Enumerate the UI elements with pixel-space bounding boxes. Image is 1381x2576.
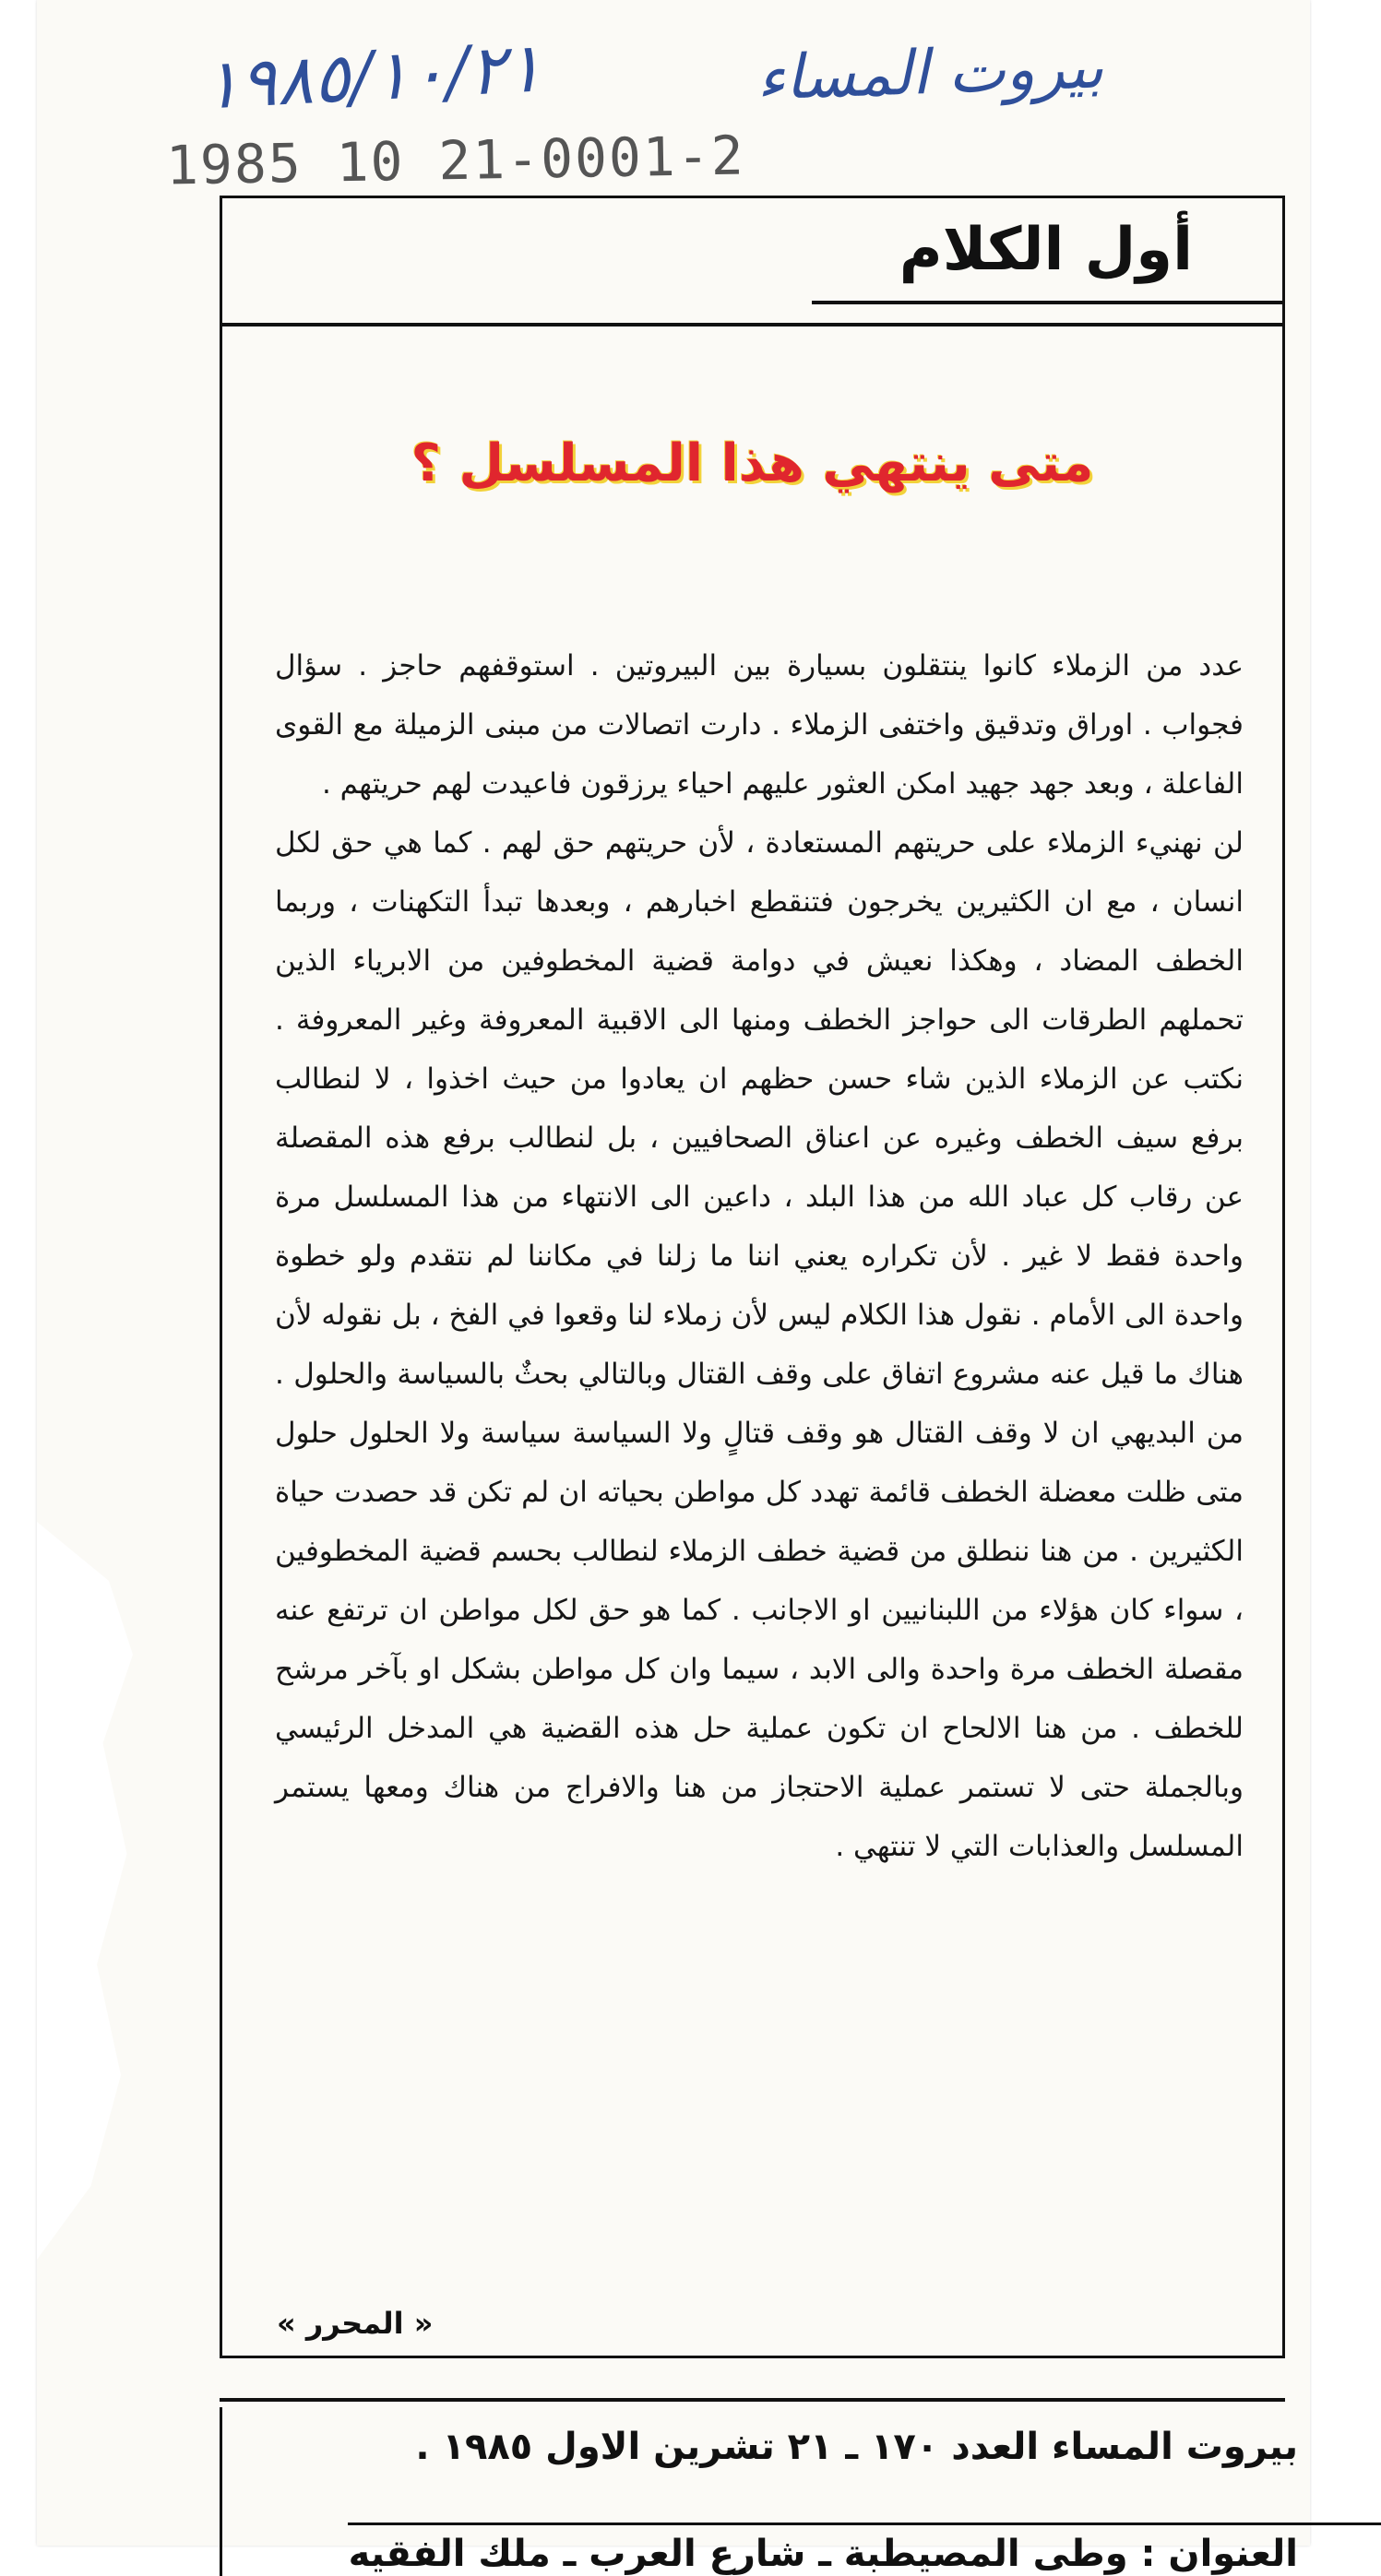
archive-code: 1985 10 21-0001-2 bbox=[165, 124, 746, 197]
article-paragraph: عدد من الزملاء كانوا ينتقلون بسيارة بين البيروتين . استوقفهم حاجز . سؤال فجواب . اوراق وتدقيق واختفى الزملاء . دارت اتصالات من مبنى الزميلة مع القوى الفاعلة ، وبعد جهد جهيد امكن العثور عليهم احياء يرزقون فاعيدت لهم حريتهم . bbox=[275, 649, 1244, 801]
handwritten-source: بيروت المساء bbox=[755, 30, 1105, 114]
header-divider bbox=[220, 323, 1285, 326]
torn-edge bbox=[37, 1522, 157, 2260]
article-body bbox=[275, 636, 1244, 1876]
article-title: متى ينتهي هذا المسلسل ؟ bbox=[411, 433, 1094, 493]
address-line: العنوان : وطى المصيطبة ـ شارع العرب ـ ملك الفقيه bbox=[348, 2523, 1381, 2576]
column-header-title: أول الكلام bbox=[899, 215, 1193, 284]
footer-divider bbox=[220, 2398, 1285, 2402]
column-header bbox=[812, 198, 1285, 304]
article-paragraph: لن نهنيء الزملاء على حريتهم المستعادة ، لأن حريتهم حق لهم . كما هي حق لكل انسان ، مع ان الكثيرين يخرجون فتنقطع اخبارهم ، وبعدها تبدأ التكهنات ، وربما الخطف المضاد ، وهكذا نعيش في دوامة قضية المخطوفين من الابرياء الذين تحملهم الطرقات الى حواجز الخطف ومنها الى الاقبية المعروفة وغير المعروفة . نكتب عن الزملاء الذين شاء حسن حظهم ان يعادوا من حيث اخذوا ، لا لنطالب برفع سيف الخطف وغيره عن اعناق الصحافيين ، بل لنطالب برفع هذه المقصلة عن رقاب كل عباد الله من هذا البلد ، داعين الى الانتهاء من هذا المسلسل مرة واحدة فقط لا غير . لأن تكراره يعني اننا ما زلنا في مكاننا لم نتقدم ولو خطوة واحدة الى الأمام . نقول هذا الكلام ليس لأن زملاء لنا وقعوا في الفخ ، بل نقوله لأن هناك ما قيل عنه مشروع اتفاق على وقف القتال وبالتالي بحثٌ بالسياسة والحلول . من البديهي ان لا وقف القتال هو وقف قتالٍ ولا السياسة سياسة ولا الحلول حلول متى ظلت معضلة الخطف قائمة تهدد كل مواطن بحياته ان لم تكن قد حصدت حياة الكثيرين . من هنا ننطلق من قضية خطف الزملاء لنطالب بحسم قضية المخطوفين ، سواء كان هؤلاء من اللبنانيين او الاجانب . كما هو حق لكل مواطن ان ترتفع عنه مقصلة الخطف مرة واحدة والى الابد ، سيما وان كل مواطن بشكل او بآخر مرشح للخطف . من هنا الالحاح ان تكون عملية حل هذه القضية هي المدخل الرئيسي وبالجملة حتى لا تستمر عملية الاحتجاز من هنا والافراج من هناك ومعها يستمر المسلسل والعذابات التي لا تنتهي . bbox=[275, 826, 1244, 1863]
handwritten-date: ١٩٨٥/١٠/٢١ bbox=[201, 28, 544, 125]
article-signature: « المحرر » bbox=[277, 2306, 434, 2341]
publication-line: بيروت المساء العدد ١٧٠ ـ ٢١ تشرين الاول ١٩٨٥ . bbox=[415, 2426, 1298, 2468]
